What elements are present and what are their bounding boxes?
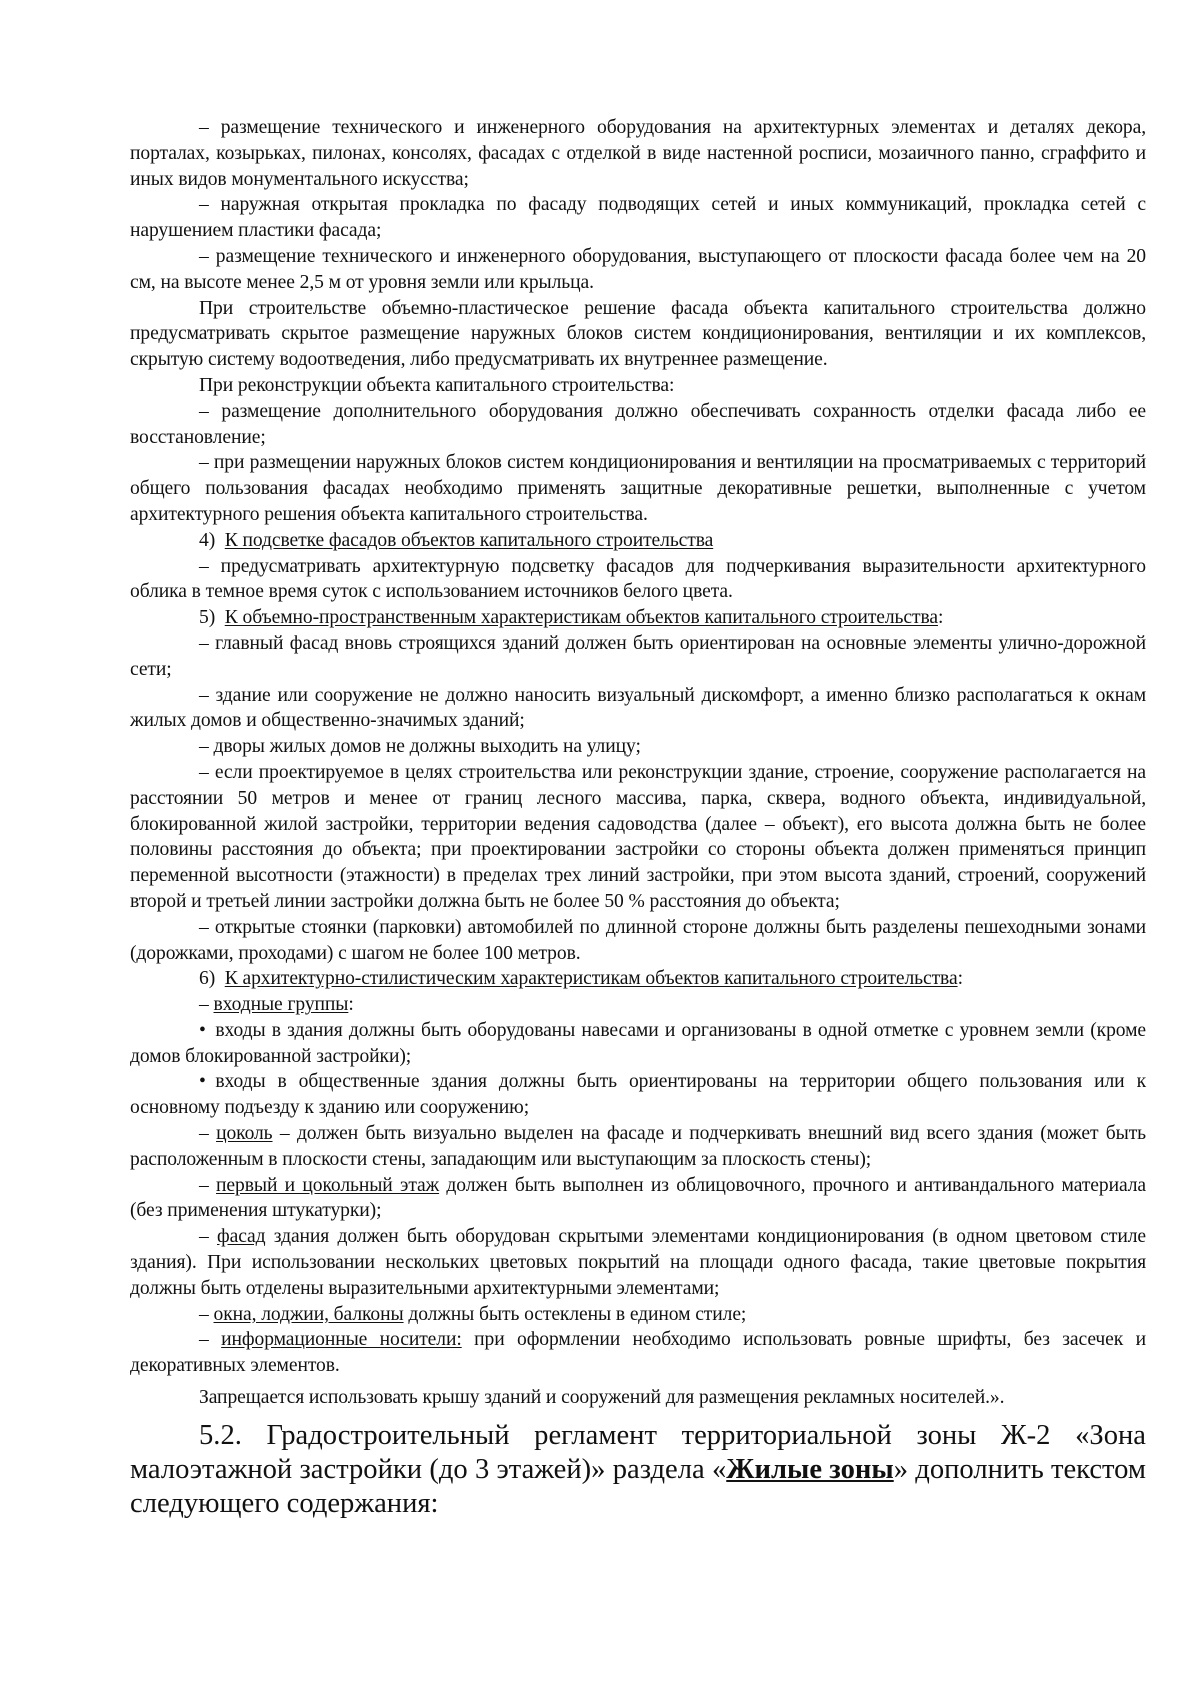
dash-mark: –	[199, 1226, 217, 1248]
paragraph	[130, 296, 1146, 373]
term-description: должен быть выполнен из облицовочного, прочного и антивандального материала (без применения штукатурки);	[130, 1174, 1147, 1222]
bullet-paragraph	[130, 1069, 1146, 1121]
paragraph	[130, 244, 1146, 296]
paragraph-text: Запрещается использовать крышу зданий и сооружений для размещения рекламных носителей.».	[199, 1387, 1005, 1409]
paragraph-text: – дворы жилых домов не должны выходить на улицу;	[199, 736, 641, 758]
dash-mark: –	[199, 1174, 217, 1196]
section-title-tail: :	[937, 607, 944, 629]
term-paragraph	[130, 1224, 1146, 1301]
term-description: при оформлении необходимо использовать ровные шрифты, без засечек и декоративных элементов.	[130, 1329, 1147, 1377]
paragraph	[130, 115, 1146, 192]
section-title: К подсветке фасадов объектов капитального строительства	[224, 529, 714, 551]
paragraph	[130, 760, 1146, 915]
paragraph	[130, 631, 1146, 683]
document-body	[130, 115, 1146, 1411]
paragraph	[130, 450, 1146, 527]
bullet-text: входы в общественные здания должны быть ориентированы на территории общего пользования или к основному подъезду к зданию или сооружению;	[130, 1071, 1146, 1119]
paragraph	[130, 192, 1146, 244]
term-paragraph	[130, 1121, 1146, 1173]
paragraph	[130, 683, 1146, 735]
paragraph-text: – размещение технического и инженерного оборудования на архитектурных элементах и деталях декора, порталах, козырьках, пилонах, консолях, фасадах с отделкой в виде настенной росписи, мозаичного панно, сграффито и иных видов монументального искусства;	[130, 117, 1146, 190]
section-title-tail: :	[957, 968, 963, 990]
term-paragraph	[130, 1302, 1146, 1328]
term-paragraph	[130, 1173, 1146, 1225]
bullet-paragraph	[130, 1018, 1146, 1070]
section-heading	[130, 605, 1146, 631]
paragraph	[130, 554, 1146, 606]
paragraph-text: При строительстве объемно-пластическое решение фасада объекта капитального строительства должно предусматривать скрытое размещение наружных блоков систем кондиционирования, вентиляции и их комплексов, скрытую систему водоотведения, либо предусматривать их внутреннее размещение.	[130, 297, 1146, 371]
paragraph	[130, 373, 1146, 399]
paragraph	[130, 1385, 1146, 1411]
paragraph-text: – наружная открытая прокладка по фасаду подводящих сетей и иных коммуникаций, прокладка сетей с нарушением пластики фасада;	[130, 194, 1146, 242]
dash-mark: –	[199, 1303, 214, 1325]
term-paragraph	[130, 1327, 1146, 1379]
paragraph	[130, 399, 1146, 451]
paragraph-text: – при размещении наружных блоков систем кондиционирования и вентиляции на просматриваемых с территорий общего пользования фасадах необходимо применять защитные декоративные решетки, выполненные с учетом архитектурного решения объекта капитального строительства.	[130, 452, 1146, 525]
underlined-term: входные группы	[213, 994, 349, 1016]
section-5-2-text-after: » дополнить текстом следующего содержания:	[130, 1453, 1147, 1519]
section-5-2-bold-term: Жилые зоны	[726, 1453, 894, 1485]
dash-mark: –	[199, 1329, 222, 1351]
term-description: :	[348, 994, 354, 1016]
section-heading	[130, 966, 1146, 992]
paragraph	[130, 915, 1146, 967]
bullet-icon: •	[199, 1071, 216, 1093]
underlined-term: первый и цокольный этаж	[216, 1174, 440, 1196]
section-number: 6)	[199, 968, 216, 990]
paragraph-text: При реконструкции объекта капитального строительства:	[199, 374, 675, 396]
section-5-2-text-before: 5.2. Градостроительный регламент территориальной зоны Ж-2 «Зона малоэтажной застройки (до 3 этажей)» раздела «	[130, 1419, 1146, 1485]
paragraph-text: – размещение дополнительного оборудования должно обеспечивать сохранность отделки фасада либо ее восстановление;	[130, 400, 1146, 448]
underlined-term: информационные носители:	[221, 1329, 462, 1351]
paragraph-text: – здание или сооружение не должно наносить визуальный дискомфорт, а именно близко располагаться к окнам жилых домов и общественно-значимых зданий;	[130, 684, 1146, 732]
paragraph-text: – предусматривать архитектурную подсветку фасадов для подчеркивания выразительности архитектурного облика в темное время суток с использованием источников белого цвета.	[130, 555, 1146, 603]
section-number: 5)	[199, 607, 216, 629]
section-title: К объемно-пространственным характеристикам объектов капитального строительства	[224, 607, 938, 629]
dash-mark: –	[199, 1123, 217, 1145]
section-number: 4)	[199, 529, 216, 551]
term-paragraph	[130, 992, 1146, 1018]
bullet-icon: •	[199, 1019, 216, 1041]
term-description: – должен быть визуально выделен на фасаде и подчеркивать внешний вид всего здания (может быть расположенным в плоскости стены, западающим или выступающим за плоскость стены);	[130, 1123, 1146, 1170]
section-5-2-paragraph	[130, 1419, 1146, 1521]
term-description: здания должен быть оборудован скрытыми элементами кондиционирования (в одном цветовом стиле здания). При использовании нескольких цветовых покрытий на площади одного фасада, такие цветовые покрытия должны быть отделены выразительными архитектурными элементами;	[130, 1226, 1147, 1299]
underlined-term: цоколь	[216, 1123, 273, 1145]
bullet-text: входы в здания должны быть оборудованы навесами и организованы в одной отметке с уровнем земли (кроме домов блокированной застройки);	[130, 1019, 1146, 1067]
paragraph-text: – размещение технического и инженерного оборудования, выступающего от плоскости фасада более чем на 20 см, на высоте менее 2,5 м от уровня земли или крыльца.	[130, 245, 1146, 293]
underlined-term: окна, лоджии, балконы	[213, 1303, 404, 1325]
paragraph-text: – главный фасад вновь строящихся зданий должен быть ориентирован на основные элементы улично-дорожной сети;	[130, 632, 1146, 680]
section-heading	[130, 528, 1146, 554]
dash-mark: –	[199, 994, 214, 1016]
underlined-term: фасад	[217, 1226, 266, 1248]
term-description: должны быть остеклены в едином стиле;	[403, 1303, 747, 1325]
paragraph	[130, 734, 1146, 760]
paragraph-text: – открытые стоянки (парковки) автомобилей по длинной стороне должны быть разделены пешеходными зонами (дорожками, проходами) с шагом не более 100 метров.	[130, 916, 1146, 964]
paragraph-text: – если проектируемое в целях строительства или реконструкции здание, строение, сооружение располагается на расстоянии 50 метров и менее от границ лесного массива, парка, сквера, водного объекта, индивидуальной, блокированной жилой застройки, территории ведения садоводства (далее – объект), его высота должна быть не более половины расстояния до объекта; при проектировании застройки со стороны объекта должен применяться принцип переменной высотности (этажности) в пределах трех линий застройки, при этом высота зданий, строений, сооружений второй и третьей линии застройки должна быть не более 50 % расстояния до объекта;	[130, 761, 1146, 912]
section-title: К архитектурно-стилистическим характеристикам объектов капитального строительства	[224, 968, 958, 990]
